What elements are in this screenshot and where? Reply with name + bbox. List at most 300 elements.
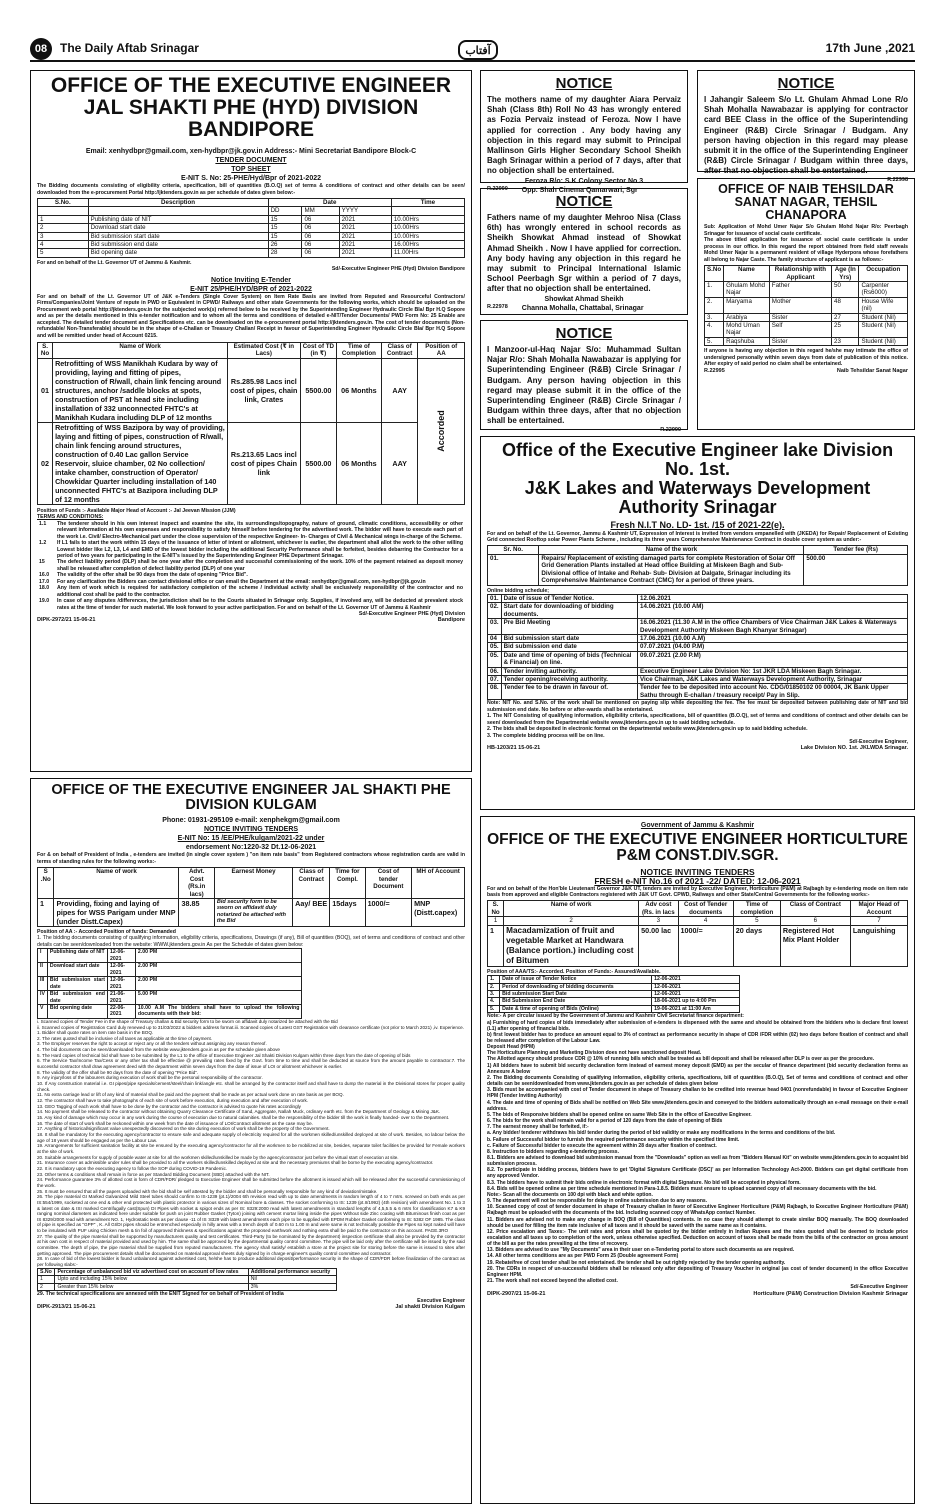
cell: 06 xyxy=(302,224,339,232)
notice-address: Channa Mohalla, Chattabal, Srinagar xyxy=(521,304,644,312)
list-item: 11. No extra carriage lead or lift of any kind of material shall be paid and the payment shall be made as per actual work done on rate basis as per BOQ. xyxy=(37,1092,344,1098)
cell: 4. xyxy=(488,998,500,1005)
cell: 5500.00 xyxy=(300,358,336,422)
work-table xyxy=(487,545,908,585)
list-item: 8. The validity of the offer shall be 90 days from the date of opening "Price Bid". xyxy=(37,1069,199,1075)
table-row xyxy=(705,297,908,313)
page-number: 08 xyxy=(30,38,52,60)
table-row xyxy=(38,224,465,232)
list-item: 24. Performance guarantee 3% of allotted cost in form of CDR/FDR/ pledged to Executive Engineer shall be submitted before the allotment is issued which will be released after the successful commissioning of the work. xyxy=(37,1177,465,1188)
list-item: 3. The Employer reserves the right to accept or reject any or all the tenders without assigning any reason thereof. xyxy=(37,1041,267,1047)
list-item xyxy=(37,559,465,572)
table-row xyxy=(488,684,908,700)
cell: Bid submission end date xyxy=(88,241,268,249)
th: Time for Compl. xyxy=(330,868,365,899)
cell: MNP (Distt.capex) xyxy=(412,898,465,926)
cell: 27 xyxy=(832,313,859,321)
list-item: 11. Bidders are advised not to make any change in BOQ (Bill of Quantities) contents. In no case they should attempt to create similar BOQ manually. The BOQ downloaded should be used for filling the item rate inclusive of all taxes and it should be saved with the same name as it contains. xyxy=(487,1216,908,1229)
condition-item: 1. The NIT Consisting of qualifying information, eligibility criteria, specifications, bill of quantities (B.O.Q), set of terms and conditions of contract and other details can be seen/ downloaded from the Departmental website www.jktenders.gov.in up to said bidding schedule. xyxy=(487,713,908,726)
cell: 06 xyxy=(302,249,339,257)
table-row xyxy=(488,603,908,619)
cell: Tender opening/receiving authority. xyxy=(501,676,637,684)
cell: 12.06.2021 xyxy=(638,594,908,602)
works-table xyxy=(487,900,908,966)
note-text: 1. The bidding documents consisting of qualifying information, eligibility criteria, specifications, Drawings (if any), Bill of quantities (BOQ), set of terms and conditions of contract and other details can be seen/downloaded from the website: WWW.jktenders.gov.in As per the Schedule of dates given below: xyxy=(37,935,465,948)
schedule-table xyxy=(487,975,740,1013)
cell: 02 xyxy=(38,422,53,504)
table-row xyxy=(488,667,908,675)
cell: Date & time of opening of Bids (Online) xyxy=(500,1005,652,1012)
cell: 6 xyxy=(780,917,850,925)
list-item: b) first lowest bidder has to produce an amount equal to 3% of contract as performance security in shape of CDR /FDR within (02) two days before fixation of contract and shall be released after completion of the Labour Law. xyxy=(487,1031,908,1044)
cell: 2. xyxy=(705,297,724,313)
table-row xyxy=(705,313,908,321)
works-table xyxy=(37,867,465,927)
list-item xyxy=(37,521,465,540)
cell: 3 xyxy=(639,917,678,925)
list-item xyxy=(37,598,465,611)
term-text: If L1 fails to start the work within 15 days of the issuance of letter of intent or allotment, whichever is earlier, the department shall allot the work to the other willing Lowest bidder like L2, L3, L4 and EMD of the lowest bidder including the additional Security Performance shall be forfeited, besides debarring the Contractor for a period of two years for participating in the E-NIT's issued by the Superintending Engineer PHE Department Srinagar. xyxy=(57,540,463,559)
table-row xyxy=(38,1276,337,1283)
cell: AAY xyxy=(381,358,418,422)
cell: Bid submission end date xyxy=(501,643,637,651)
cell: 10.00Hrs xyxy=(391,215,464,223)
cell: 07. xyxy=(488,676,502,684)
list-item: 13. Bidders are advised to use "My Documents" area in their user on e-Tendering portal to store such documents as are required. xyxy=(487,1247,795,1254)
list-item: 15. Any kind of damage which may occur in any work during the course of execution due to natural calamities. shall be the responsibility of the bidder till the work is finally handed- over to the Department. xyxy=(37,1115,450,1121)
table-row xyxy=(705,321,908,337)
cell: Nil xyxy=(248,1276,336,1283)
ad-title: OFFICE OF THE EXECUTIVE ENGINEER xyxy=(50,74,452,97)
th-date: Date xyxy=(268,199,391,207)
list-item: 12. Price escalation and Taxes:- The unit rates and prices shall be quoted by the bidder entirely in Indian Rupees and the rates quoted shall be deemed to include price escalation and all taxes up to completion of the work, unless otherwise specified. Deduction on account of taxes shall be made from the bills of the contractor on gross amount of the bill as per the rates prevailing at the time of recovery. xyxy=(487,1228,908,1248)
position-funds: Position of Funds :- Available Major Head of Account :- Jal Jeevan Mission (JJM) xyxy=(37,507,236,514)
list-item: 4. The bid documents can be seen/downloaded from the website www.jktenders.gov.in as per the schedule given above xyxy=(37,1047,280,1053)
ad-title: OFFICE OF THE EXECUTIVE ENGINEER HORTICULTURE P&M CONST.DIV.SGR. xyxy=(487,831,908,865)
cell: Retrofitting of WSS Bazipora by way of providing, laying and fitting of pipes, construction of R/wall, chain link fencing around structures, construction of 0.40 Lac gallon Service Reservoir, sluice chamber, 02 No collection/ intake chamber, construction of Operator/ Chowkidar Quarter including installation of 140 unconnected FHTC's at Bazipora including DLP of 12 months xyxy=(53,422,228,504)
enit-number: E-NIT No: 15 /EE/PHE/kulgam/2021-22 under xyxy=(177,835,325,843)
list-item: 22. It is mandatory upon the executing agency to follow the SOP during COVID-19 Pandemic. xyxy=(37,1165,228,1171)
cell: 1 xyxy=(488,917,504,925)
cell: Student (Nil) xyxy=(859,337,908,345)
list-item: 20. The CDRs in respect of un-successful bidders shall be released only after depositing of Treasury Voucher in original (as cost of tender document) in the office Executive Engineer HPM. xyxy=(487,1265,908,1278)
phone-line: Phone: 01931-295109 e-mail: xenphekgm@gmail.com xyxy=(162,817,340,825)
cell: Publishing date of NIT xyxy=(88,215,268,223)
term-number: 19.0 xyxy=(39,598,50,605)
cell: 01 xyxy=(38,358,53,422)
list-item: Note:- Scan all the documents on 100 dpi with black and white option. xyxy=(487,1191,653,1198)
nit-heading: NOTICE INVITING TENDERS xyxy=(203,826,299,834)
list-item: 18. It shall be mandatory for the executing agency/contractor to ensure safe and adequate supply of electricity required for all the workmen skilled/unskilled deployed at site of work. Besides, no labour below the age of 18 years should be engaged as per the Labour Law. xyxy=(37,1131,465,1143)
list-item xyxy=(37,585,465,598)
th: Name of work xyxy=(54,868,179,899)
table-row xyxy=(488,983,740,990)
cell: 06. xyxy=(488,667,502,675)
term-text: Any item of work which is required for satisfactory completion of the scheme / individual activity shall be exclusively responsibility of the contractor and no additional cost shall be paid to the contractor. xyxy=(57,585,463,598)
cell: 12-06-2021 xyxy=(652,983,739,990)
cell: Macadamization of fruit and vegetable Market at Handwara (Balance portion.) including cost of Bitumen xyxy=(504,925,639,966)
condition-item: 3. The complete bidding process will be on line. xyxy=(487,732,605,739)
signature: Sd/-Executive Engineer xyxy=(850,1284,908,1291)
cell: 1 xyxy=(38,215,89,223)
table-row xyxy=(488,554,908,585)
table-row xyxy=(488,594,908,602)
th: Major Head of Account xyxy=(850,901,907,917)
list-item: 25. It must be ensured that all the papers uploaded with the bid shall be self attested by the bidder and shall be personally responsible for any kind of deviation/mistake. xyxy=(37,1188,378,1194)
ad-ref: R.22999 xyxy=(660,426,681,433)
th: Class of Contract xyxy=(293,868,330,899)
bandipore-tender-ad xyxy=(30,70,472,772)
cell: 28 xyxy=(268,249,302,257)
list-item: ii. Scanned copies of Registration Card duly renewed up to 31/03/2022 & bidders address format.iii. Scanned copies of Latest GST Registration with clearance certificate (not prior to March 2021) ,iv. Experience. xyxy=(37,1024,465,1030)
cell: Languishing xyxy=(850,925,907,966)
table-row xyxy=(38,215,465,223)
cell: Providing, fixing and laying of pipes for WSS Parigam under MNP (under Distt.Capex) xyxy=(54,898,179,926)
ad-footer xyxy=(37,617,465,623)
table-row xyxy=(488,1005,740,1012)
table-row xyxy=(488,976,740,983)
term-text: The validity of the offer shall be 90 days from the date of opening "Price Bid". xyxy=(57,572,248,579)
th: Advt. Cost (Rs.in lacs) xyxy=(179,868,214,899)
cell: Ghulam Mohd Najar xyxy=(724,281,770,297)
table-row xyxy=(705,337,908,345)
contact-line: Email: xenhydbpr@gmail.com, xen-hydbpr@jk.gov.in Address:- Mini Secretariat Bandipore Block-C xyxy=(85,148,417,156)
notice-sign: Feroza R/o: S.K Colony Sector No 3 xyxy=(524,177,644,185)
list-item: 2. The rates quoted shall be inclusive of all taxes as applicable at the time of payment. xyxy=(37,1035,213,1041)
table-row xyxy=(38,898,465,926)
th-time: Time xyxy=(391,199,464,207)
cell: 5.00 PM xyxy=(135,991,301,1005)
cell: 05. xyxy=(488,643,502,651)
list-item: 2. The Bidding documents Consisting of qualifying information, eligibility criteria, specifications, bill of quantities (B.O.Q), Set of terms and conditions of contract and other details can be seen/downloaded from www.jktenders.gov.in as per schedule of dates given below xyxy=(487,1074,908,1088)
cell: Bid submission start date xyxy=(501,634,637,642)
slab-table xyxy=(37,1268,337,1291)
th: S .No xyxy=(38,868,54,899)
signature-office: Lake Division NO. 1st. JKLWDA Srinagar. xyxy=(800,745,908,752)
th: Relationship with Applicant xyxy=(769,266,831,282)
position-line: Position of AAA/TS:- Accorded. Position of Funds:- Assured/Available. xyxy=(487,968,661,975)
list-item: 19. Arrangements for sufficient sanitation facility at site be ensured by the executing agency/contractor for all the workmen to be mobilized at site, besides, separate toilet facilities be provided for Female workers at the site of work. xyxy=(37,1143,465,1154)
list-item: 8. Instruction to bidders regarding e-tendering process. xyxy=(487,1148,619,1155)
list-item: Note:- A per circular issued by the Government of Jammu and Kashmir Civil Secretariat finance department: xyxy=(487,1013,744,1020)
list-item: 13. GEO Tagging of each work shall have to be done by the contractor and the contractor is advised to quote his rates accordingly xyxy=(37,1103,301,1109)
subject-line: Sub: Application of Mohd Umer Najar S/o Ghulam Mohd Najar R/o: Peerbagh Srinagar for issuance of social caste certificate. xyxy=(704,224,908,237)
list-item: 7. The earnest money shall be forfeited, if:- xyxy=(487,1124,589,1131)
cell: Greater than 15% below xyxy=(55,1283,248,1290)
cell: 06 Months xyxy=(337,422,382,504)
cell: 1. xyxy=(488,976,500,983)
cell: 3 xyxy=(38,232,89,240)
cell: 1 xyxy=(38,1276,55,1283)
notice-heading: Notice Inviting E-Tender xyxy=(211,276,291,284)
table-row xyxy=(38,249,465,257)
cell: Tender inviting authority. xyxy=(501,667,637,675)
th-desc: Description xyxy=(88,199,268,207)
schedule-table xyxy=(37,198,465,258)
intro-text: For and on behalf of the Lt. Governor, Jammu & Kashmir UT, Expression of Interest is invited from vendors empanelled with (JKEDA) for Repair/ Replacement of Existing Grid connected Rooftop solar Power Plants Scheme , including its three years Comprehensive Maintenance Contract in double cover system as under:- xyxy=(487,530,908,544)
notice-body: I Jahangir Saleem S/o Lt. Ghulam Ahmad Lone R/o Shah Mohalla Nawabazar is applying for contractor card BEE Class in the office of the Superintending Engineer (R&B) Circle Srinagar / Budgam. Any person having objection in this regard may please submit it in the office of the Superintending Engineer (R&B) Circle Srinagar / Budgam within three days, after that no objection shall be entertained. xyxy=(704,95,908,176)
table-row xyxy=(488,925,908,966)
term-number: 1.2 xyxy=(39,540,47,547)
notice-title: NOTICE xyxy=(555,325,613,342)
intro-text: The Bidding documents consisting of eligibility criteria, specification, bill of quantities (B.O.Q) set of terms & conditions of contract and other details can be seen/ downloaded from the e-procurement Portal http://jktenders.gov.in as per schedule of dates given below:- xyxy=(37,183,465,196)
cell: 2 xyxy=(38,1283,55,1290)
list-item: a) Furnishing of hard copies of bids immediately after submission of e-tenders is dispensed with the same and should be obtained from the bidders who is declare first lowest (L1) after opening of financial bids. xyxy=(487,1019,908,1032)
enit2-number: E-NIT 25/PHE/HYD/BPR of 2021-2022 xyxy=(190,285,312,293)
kulgam-tender-ad xyxy=(30,778,472,1504)
ad-footer xyxy=(487,745,908,751)
notice-body: The mothers name of my daughter Aiara Pervaiz Shah (Class 8th) Roll No 43 has wrongly entered as Fozia Pervaiz instead of Feroza. Now I have applied for correction . Any body having any objection in this regard may submit to Principal Mallinson Girls Higher Secondary School Sheikh Bagh Srinagar within a period of 7 days, after that no objection shall be entertained. xyxy=(487,95,681,176)
cell: Sister xyxy=(769,313,831,321)
cell: Retrofitting of WSS Manikhah Kudara by way of providing, laying and fitting of pipes, construction of R/wall, chain link fencing around structures, anchor /saddle blocks at spots, construction of PST at head site including installation of 332 unconnected FHTC's at Manikhah Kudara including DLP of 12 months xyxy=(53,358,228,422)
th: Occupation xyxy=(859,266,908,282)
ad-ref: R.22995 xyxy=(704,367,725,374)
list-item: 8.2. To participate in bidding process, bidders have to get 'Digital Signature Certificate (DSC)' as per Information Technology Act-2000. Bidders can get digital certificate from any approved Vendor. xyxy=(487,1167,908,1180)
cell: III xyxy=(38,977,48,991)
table-row xyxy=(38,991,302,1005)
table-row xyxy=(38,1283,337,1290)
notice-footer xyxy=(487,304,681,313)
th: Age (In Yrs) xyxy=(832,266,859,282)
cell: 3. xyxy=(488,991,500,998)
cell: Date and time of opening of bids (Technical & Financial) on line. xyxy=(501,651,637,667)
th: Estimated Cost (₹ in Lacs) xyxy=(228,342,301,358)
notice-body: The above titled application for issuance of social caste certificate is under process in our office. In this regard the report obtained from field staff reveals Mohd Umer Najar is a permanent resident of village Hyderpora whose forefathers all belong to Najar Caste. The family structure of applicant is as follows:- xyxy=(704,237,908,263)
cell: 2.00 PM xyxy=(135,977,301,991)
notice-address: Opp. Shah Cinema Qamarwari, Sgr xyxy=(521,186,638,194)
cell: 01. xyxy=(488,554,539,585)
list-item xyxy=(37,540,465,559)
cell: 09.07.2021 (2.00 P.M) xyxy=(638,651,908,667)
cell: Student (Nil) xyxy=(859,321,908,337)
cell: 2 xyxy=(504,917,639,925)
cell: 06 xyxy=(302,232,339,240)
ad-ref: DIPK-2913/21 15-06-21 xyxy=(37,1304,96,1310)
list-item: 6. The Service Tax/Income Tax/Cess or any other tax shall be effective @ prevailing rates fixed by the Govt. from time to time and shall be deducted at source from the amount payable to contractor.7. The successful contractor shall draw agreement deed with the department within seven days from the date of issue of LOI or allotment whichever is earlier. xyxy=(37,1058,465,1070)
th: Tender fee (Rs) xyxy=(804,546,908,554)
cell: 2.00 PM xyxy=(135,949,301,963)
cell: 23 xyxy=(832,337,859,345)
cell: 4 xyxy=(678,917,733,925)
cell: Start date for downloading of bidding documents. xyxy=(501,603,637,619)
th: S. No xyxy=(488,901,504,917)
cell: Mother xyxy=(769,297,831,313)
ad-subtitle: JAL SHAKTI PHE (HYD) DIVISION BANDIPORE xyxy=(83,96,419,142)
cell: Bid opening date xyxy=(88,249,268,257)
list-item: 5. The Hard copies of technical bid shall have to be submitted by the L1 to the office of Executive Engineer Jal Shakti Division Kulgam within three days from the date of opening of bids xyxy=(37,1052,411,1058)
tender-document-label: TENDER DOCUMENT xyxy=(215,157,287,165)
cell: 25 xyxy=(832,321,859,337)
list-item: 20. Suitable arrangements for supply of potable water at site for all the workmen skilled/unskilled be made by the agency/contractor just before the virtual start of execution at site. xyxy=(37,1154,399,1160)
notice-title: NOTICE xyxy=(555,193,613,210)
list-item: 28. In case of bid of the lowest bidder is found unbalanced against advertised cost, he/she has to produce additional deposit/performance security in the shape of CDR/FDR before finalization of the contract as per following slabs:- xyxy=(37,1256,465,1268)
cell: Self xyxy=(769,321,831,337)
cell: 12-06-2021 xyxy=(107,977,135,991)
cell: 15days xyxy=(330,898,365,926)
cell: 12-06-2021 xyxy=(652,991,739,998)
cell: 12-06-2021 xyxy=(107,949,135,963)
cell: 06 Months xyxy=(337,358,382,422)
table-row xyxy=(38,422,465,504)
list-item: 23. Other terms & conditions shall remain in force as per Standard Bidding Document (SBD) attached with the NIT. xyxy=(37,1171,270,1177)
list-item: 9. Any injury/loss of the labourers during execution of work shall be the personal responsibility of the contractor. xyxy=(37,1075,263,1081)
intro-text: For and on behalf of the Hon'ble Lieutenant Governor J&K UT, tenders are invited by Executive Engineer, Horticulture (P&M) at Rajbagh by e-tendering mode on item rate basis from approved and eligible Contractors registered with J&K UT Govt. CPWD, Railways and other State/Central Governments for the following works:- xyxy=(487,885,908,898)
cell: 07.07.2021 (04.00 P.M) xyxy=(638,643,908,651)
accorded-cell xyxy=(418,358,465,504)
th-mm: MM xyxy=(302,207,339,215)
list-item: 4. The date and time of opening of Bids shall be notified on Web Site www.jktenders.gov.in and conveyed to the bidders automatically through an e-mail message on their e-mail address. xyxy=(487,1099,908,1112)
cell: Father xyxy=(769,281,831,297)
th: Name of the work xyxy=(539,546,804,554)
signature: Sd/-Executive Engineer PHE (Hyd) Division Bandipore xyxy=(331,266,465,273)
nit-heading: NOTICE INVITING TENDERS xyxy=(640,866,755,877)
ad-footer xyxy=(37,1304,465,1310)
cell: Date of issue of Tender Notice. xyxy=(501,594,637,602)
cell: 1000/= xyxy=(678,925,733,966)
cell: 12-06-2021 xyxy=(652,976,739,983)
cell: 2021 xyxy=(339,232,391,240)
cell: 1 xyxy=(488,925,504,966)
table-row xyxy=(705,281,908,297)
term-text: For any clarification the Bidders can contact divisional office or can email the Department at the email: xenhydbpr@gmail.com, xen-hydbpr@jk.gov.in xyxy=(57,578,426,585)
th: Name xyxy=(724,266,770,282)
th-dd: DD xyxy=(268,207,302,215)
th-sno: S.No. xyxy=(38,199,89,207)
cell: Download start date xyxy=(47,963,107,977)
list-item: 10. If Any construction material i.e. GI pipes/pipe specials/cement/steel/chain link/angle etc. shall be arranged by the contractor itself and shall have to dump the material in the Divisional stores for proper quality check. xyxy=(37,1081,465,1092)
cell: 5 xyxy=(38,249,89,257)
notice-title: NOTICE xyxy=(555,75,613,92)
th: Name of work xyxy=(504,901,639,917)
schedule-table xyxy=(487,594,908,700)
cell: 01. xyxy=(488,594,502,602)
term-number: 1.1 xyxy=(39,520,47,527)
ad-ref: R.22990 xyxy=(487,185,508,192)
cell: 7 xyxy=(850,917,907,925)
tender-paragraph: For and on behalf of the Lt. Governor UT of J&K e-Tenders (Single Cover System) on Item Rate Basis are invited from Reputed and Resourceful Contractors/ Firms/Companies/Joint Venture of repute in PWD or Equivalent in CPWD/ Railways and other state Governments for the following works, which should be uploaded on the Procurement web portal http://jktenders.gov.in for the subjected work(s) referred below to be received by the Superintending Engineer Hydraulic Circle Bla/ Bpr H.Q Sopore and as per the details mentioned in this e-tender notification and to whom all the terms and conditions of detailed e-NIT/Tender Documents/ PWD Form No: 25 Enable are accepted. The detailed tender document and Specifications etc. can be downloaded on the e-procurement portal http://jktenders.gov.in. The cost of tender documents (Non-refundable/ Non-Transferable) should be in the shape of e-Challan or Treasury Challan/ Receipt in favour of Superintending Engineer Hydraulic Circle Bla/ Bpr H.Q Sopore and will be remitted under head of Account 0215. xyxy=(37,293,465,339)
cell: Rs.213.65 Lacs incl cost of pipes Chain link xyxy=(228,422,301,504)
list-item: 12. The contractor shall have to take photographs of each site of work before execution, during execution and after execution of work. xyxy=(37,1098,309,1104)
table-row xyxy=(488,676,908,684)
table-row xyxy=(38,977,302,991)
cell: Bid Submission End Date xyxy=(500,998,652,1005)
enit-number: E-NIT S. No: 25-PHE/Hyd/Bpr of 2021-2022 xyxy=(180,175,322,183)
table-row xyxy=(488,998,740,1005)
table-row xyxy=(38,1004,302,1018)
th: MH of Account xyxy=(412,868,465,899)
th: Cost of tender Document xyxy=(365,868,412,899)
th: Time of completion xyxy=(733,901,780,917)
table-row xyxy=(38,963,302,977)
list-item: 26. The pipe material GI Marked Galvanized Mild Steel tubes should confirm to IS-1239 (pt.1)/2004 6th revision read with up to date amendments in random length of 4 to 7 mtrs. screwed on both ends as per IS:554/1999, socketed at one end & other end protected with plastic protector in various sizes of Nominal bore & classes. The socket conforming to IS: 1239 (pt.II/1992) (4th revision) with amendment No. 1 to 3 & latest on date & ISI marked Centrifugally cast(Spun) DI Pipes with socket & spigot ends as per IS: 8329:2000 read with latest amendments in standard lengths of 4,5,5.5 & 6 mtrs for classification K7 & K9 ranging nominal diameters as indicated here under suitable for push on joint Rubber Gasket (Tyton) joining with cement mortar lining inside the pipes Without side Zinc coating with Bituminous finish coat as per IS 8329/2000 read with amendment NO. 1, Hydrostatic tests as per clause -11 of IS :8329 with latest amendments each pipe to be supplied with EPDM Rubber Gasket conforming to IS: 5382 OF 1985. The class of pipe is specified as "GPP" , K. All GI/DI pipes should be entrenched especially in hilly areas with a trench depth of 0.60 m to 1.00 m and were same is not technically possible the Pipes so kept naked will have to be insulated with PUF using Chicken mesh & tin foil of approved thickness & specifications against the proposed earthwork and nothing extra shall be paid to the contractor on this account. PAGE.3RO xyxy=(37,1194,465,1234)
cell: Aay/ BEE xyxy=(293,898,330,926)
cell: 2021 xyxy=(339,215,391,223)
cell: 16.00Hrs xyxy=(391,241,464,249)
ad-ref: DIPK-2972/21 15-06-21 xyxy=(37,617,96,624)
cell: Tender fee to be drawn in favour of. xyxy=(501,684,637,700)
cell: 20 days xyxy=(733,925,780,966)
cell: 2.00 PM xyxy=(135,963,301,977)
cell: 14.06.2021 (10.00 AM) xyxy=(638,603,908,619)
table-row xyxy=(38,241,465,249)
list-item: 3. Bids must be accompanied with cost of Tender document in shape of Treasury challan to be credited into revenue head 0401 (nonrefundable) in favour of Executive Engineer HPM (Tender Inviting Authority) xyxy=(487,1087,908,1100)
cell: 2021 xyxy=(339,249,391,257)
signature-office: Horticulture (P&M) Construction Division Kashmir Srinagar xyxy=(753,1290,908,1297)
cell: House Wife (nil) xyxy=(859,297,908,313)
th: Position of AA xyxy=(418,342,465,358)
th-yyyy: YYYY xyxy=(339,207,391,215)
cell: 26 xyxy=(268,241,302,249)
cell: 5. xyxy=(488,1005,500,1012)
list-item: 14. No payment shall be released to the contractor without obtaining Quarry Clearance Certificate of Sand, Aggregate, Nallah Muck, ordinary earth etc. from the Department of Geology & Mining J&K. xyxy=(37,1109,441,1115)
enit-number: FRESH e-NIT No.16 of 2021 -22/ DATED: 12-06-2021 xyxy=(594,875,801,886)
cell: 2021 xyxy=(339,224,391,232)
list-item: c. Failure of Successful bidder to execute the agreement within 28 days after fixation of contract. xyxy=(487,1142,717,1149)
cell: 2. xyxy=(488,983,500,990)
cell: 50.00 lac xyxy=(639,925,678,966)
signature: Executive Engineer xyxy=(417,1297,465,1304)
cell: 12-06-2021 xyxy=(107,963,135,977)
list-item: b. Failure of Successful bidder to furnish the required performance security within the specified time limit. xyxy=(487,1136,740,1143)
note-text: Note: NIT No. and S.No. of the work shall be mentioned on paying slip while depositing the fee. The fee must be deposited between publishing date of NIT and bid submission end date. No before or after-wards shall be entertained. xyxy=(487,700,908,713)
cell: Upto and including 15% below xyxy=(55,1276,248,1283)
table-row xyxy=(38,232,465,240)
intro-text: For & on behalf of President of India , e-tenders are invited (in single cover system ) "on item rate basis" from Registered contractors whose registration cards are valid in terms of standing rules for the following works:- xyxy=(37,852,465,865)
th: S. No xyxy=(38,342,53,358)
cell: Bid submission Start Date xyxy=(500,991,652,998)
table-row xyxy=(488,619,908,635)
cell: 06 xyxy=(302,241,339,249)
notice-sign: Showkat Ahmad Sheikh xyxy=(544,295,624,303)
cell: 50 xyxy=(832,281,859,297)
horticulture-tender-ad xyxy=(480,816,915,1504)
nit-number: Fresh N.I.T No. LD- 1st. /15 of 2021-22(e). xyxy=(610,519,785,530)
table-row xyxy=(488,643,908,651)
cell: Carpenter (Rs6000) xyxy=(859,281,908,297)
cell: Vice Chairman, J&K Lakes and Waterways Development Authority, Srinagar xyxy=(638,676,908,684)
th: Class of Contract xyxy=(381,342,418,358)
list-item: 1) All bidders have to submit bid security declaration form instead of earnest money deposit (EMD) as per the secular of finance department (bid security declaration forms as Annexure A below xyxy=(487,1062,908,1075)
cell: 05. xyxy=(488,651,502,667)
cell: 1000/= xyxy=(365,898,412,926)
cell: 10.00 A.M The bidders shall have to upload the following documents with their bid: xyxy=(135,1004,301,1018)
cell: 38.85 xyxy=(179,898,214,926)
cell: I xyxy=(38,949,48,963)
th: Percentage of unbalanced bid viz advertised cost on account of low rates xyxy=(55,1268,248,1275)
gov-line: Government of Jammu & Kashmir xyxy=(640,822,755,829)
cell: Pre Bid Meeting xyxy=(501,619,637,635)
top-sheet-label: TOP SHEET xyxy=(231,166,271,174)
notice-jahangir xyxy=(697,70,915,183)
cell: 2 xyxy=(38,224,89,232)
tehsildar-notice xyxy=(697,178,915,430)
notice-mehroo xyxy=(480,185,688,315)
term-number: 15 xyxy=(39,559,45,566)
cell: Maryama xyxy=(724,297,770,313)
th: Time of Completion xyxy=(337,342,382,358)
notice-aiara xyxy=(480,70,688,194)
ad-footer xyxy=(487,1291,908,1297)
cell: Bid opening date xyxy=(47,1004,107,1018)
cell: 3% xyxy=(248,1283,336,1290)
list-item: 6. The bids for the work shall remain valid for a period of 120 days from the date of opening of Bids xyxy=(487,1118,723,1125)
cell: 4. xyxy=(705,321,724,337)
cell: Arabiya xyxy=(724,313,770,321)
notice-footer-text: If anyone is having any objection in this regard he/she may intimate the office of undersigned personally within seven days from date of publication of this notice. After expiry of said period no claim shall be entertained. xyxy=(704,348,908,368)
signature-2: Sd/-Executive Engineer PHE (Hyd) Division xyxy=(358,611,465,618)
notice-manzoor xyxy=(480,320,688,433)
signature-office: Jal shakti Division Kulgam xyxy=(395,1304,465,1310)
